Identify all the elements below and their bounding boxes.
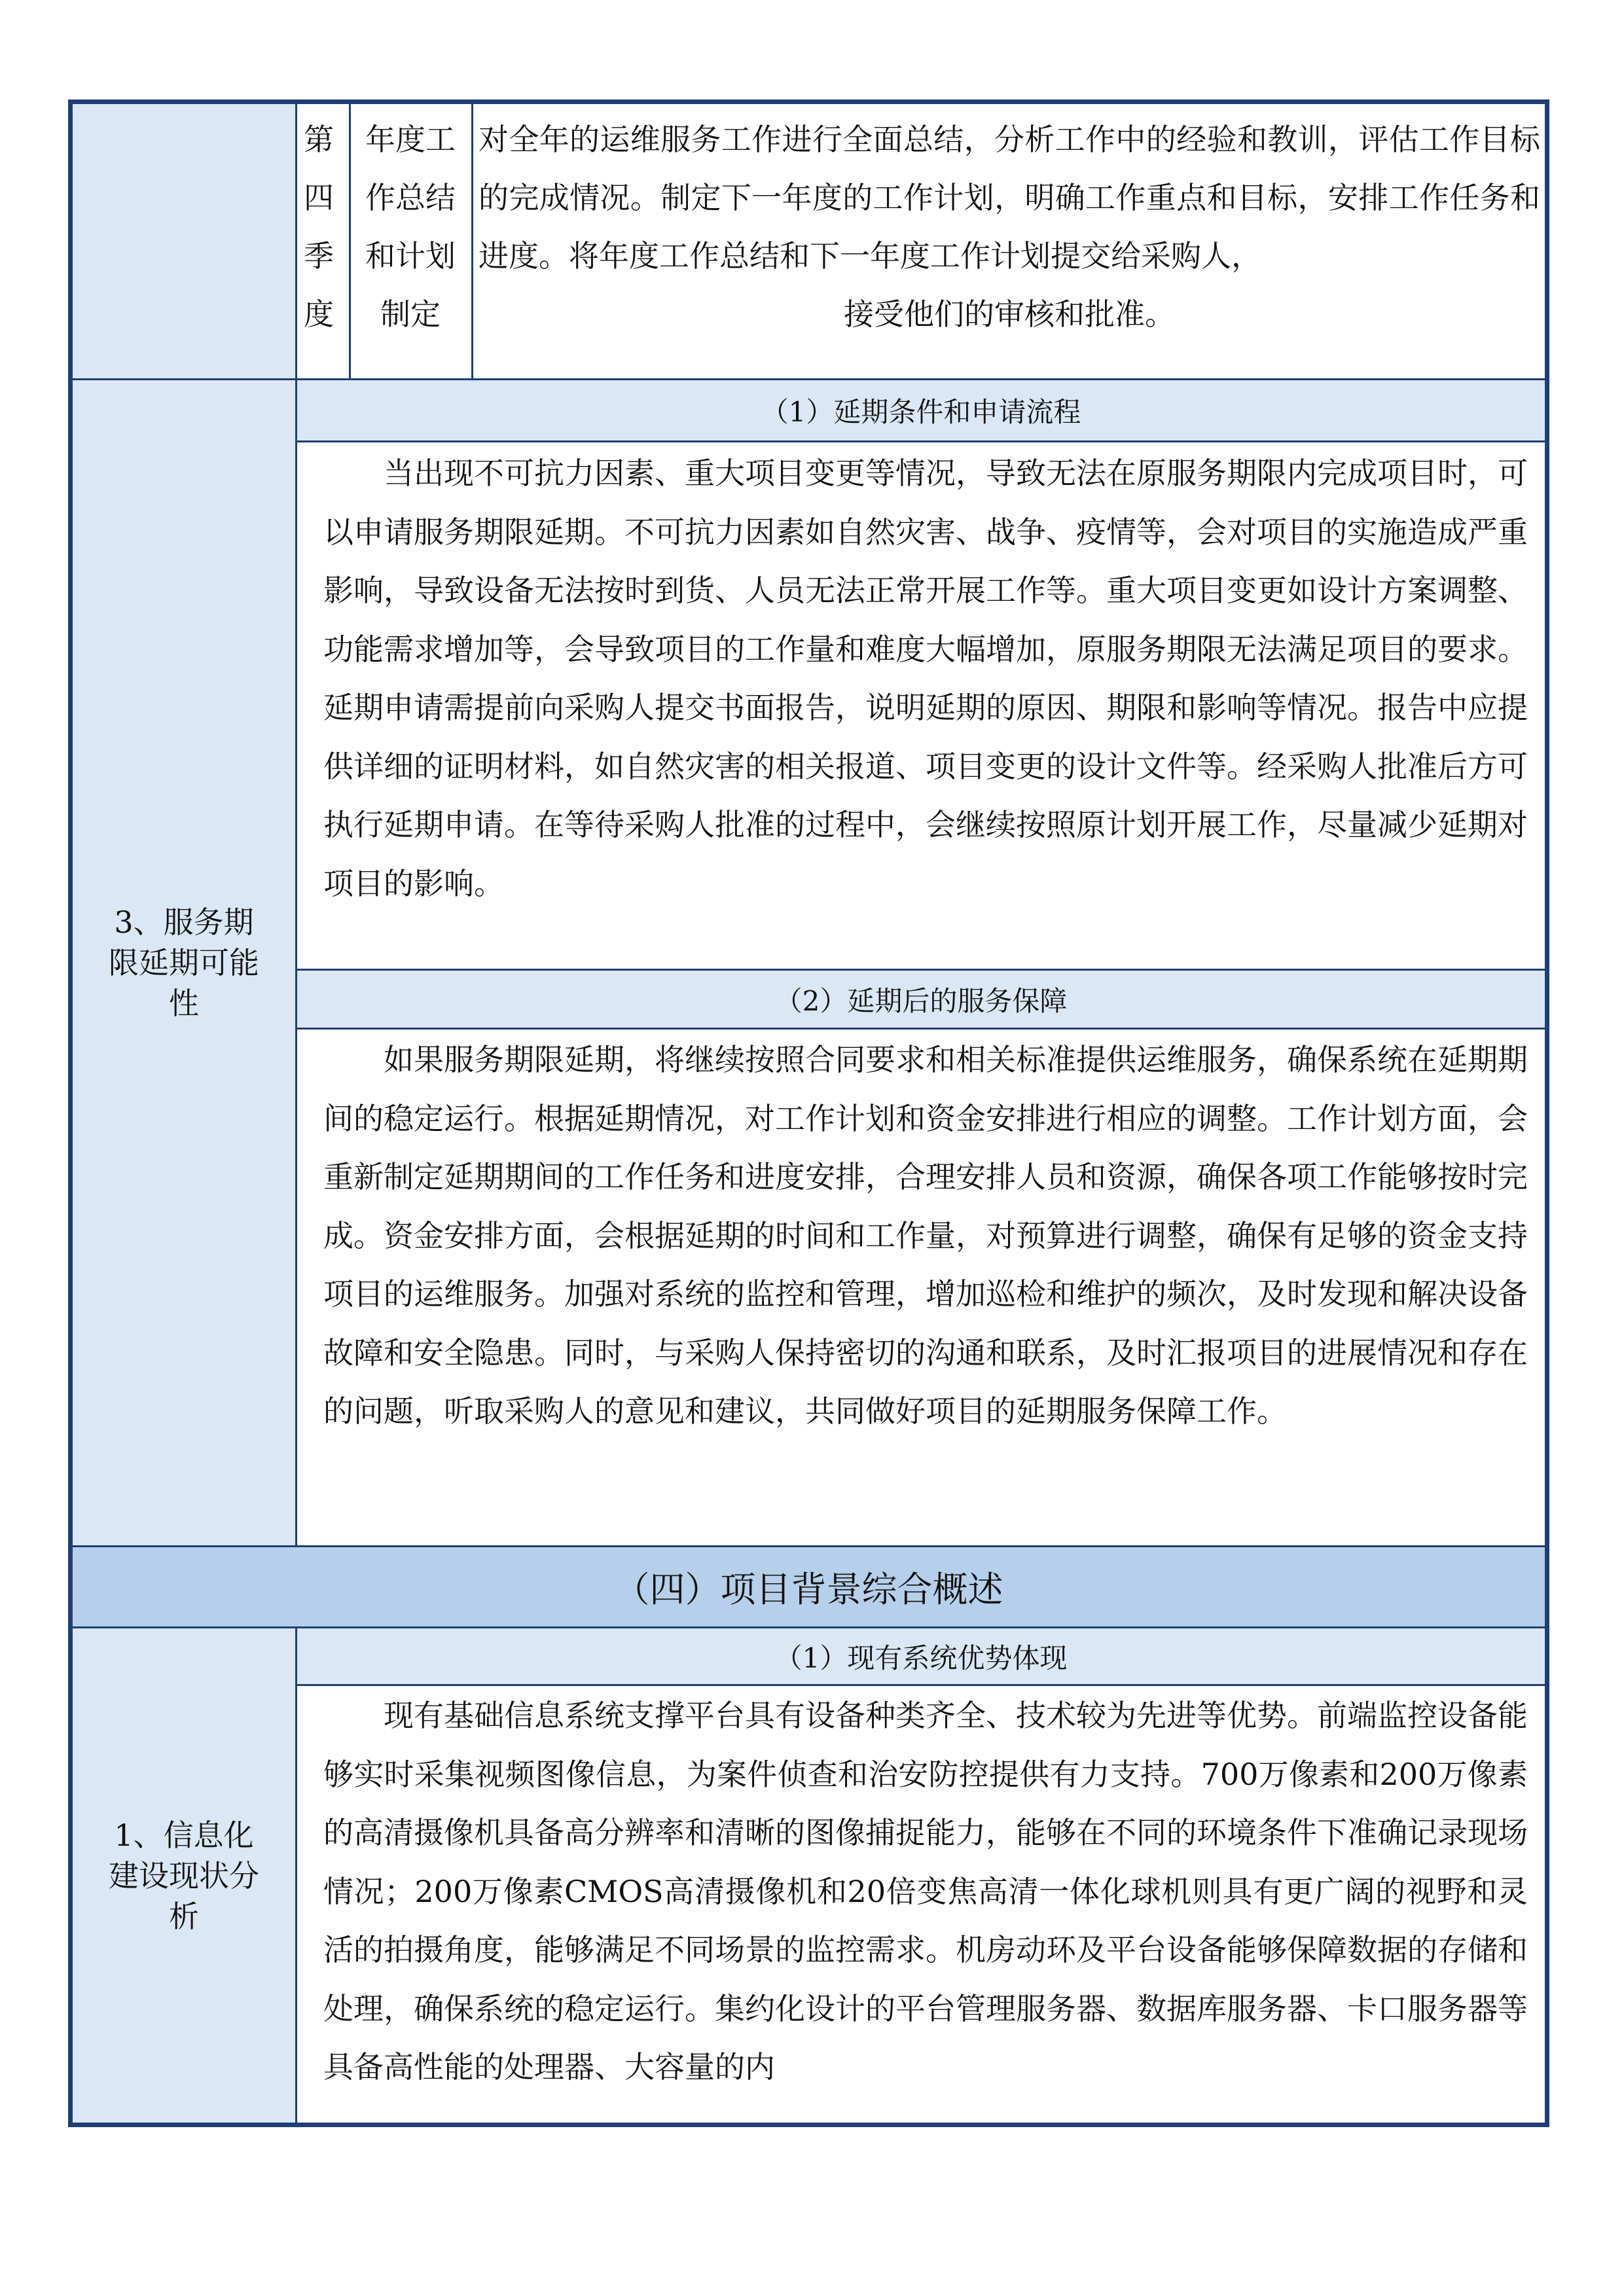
label-info-status: 1、信息化建设现状分析 <box>109 1817 259 1934</box>
row-divider-7 <box>295 1684 1545 1686</box>
subheading-system-advantages: （1）现有系统优势体现 <box>297 1628 1545 1684</box>
section-heading <box>73 1547 1545 1626</box>
left-cell-top <box>73 104 295 378</box>
row-divider-6 <box>73 1626 1545 1628</box>
paragraph-system-advantages: 现有基础信息系统支撑平台具有设备种类齐全、技术较为先进等优势。前端监控设备能够实时采集视频图像信息，为案件侦查和治安防控提供有力支持。700万像素和200万像素的高清摄像机具备高分辨率和清晰的图像捕捉能力，能够在不同的环境条件下准确记录现场情况；200万像素CMOS高清摄像机和20倍变焦高清一体化球机则具有更广阔的视野和灵活的拍摄角度，能够满足不同场景的监控需求。机房动环及平台设备能够保障数据的存储和处理，确保系统的稳定运行。集约化设计的平台管理服务器、数据库服务器、卡口服务器等具备高性能的处理器、大容量的内 <box>323 1698 1528 2085</box>
description-text: 对全年的运维服务工作进行全面总结，分析工作中的经验和教训，评估工作目标的完成情况。制定下一年度的工作计划，明确工作重点和目标，安排工作任务和进度。将年度工作总结和下一年度工作计划提交给采购人， <box>478 122 1540 274</box>
cell-task <box>354 111 467 372</box>
row-divider-1 <box>73 378 1545 380</box>
description-last-line: 接受他们的审核和批准。 <box>844 296 1175 332</box>
row-divider-3 <box>295 969 1545 971</box>
paragraph-extension-guarantee: 如果服务期限延期，将继续按照合同要求和相关标准提供运维服务，确保系统在延期期间的稳定运行。根据延期情况，对工作计划和资金安排进行相应的调整。工作计划方面，会重新制定延期期间的工作任务和进度安排，合理安排人员和资源，确保各项工作能够按时完成。资金安排方面，会根据延期的时间和工作量，对预算进行调整，确保有足够的资金支持项目的运维服务。加强对系统的监控和管理，增加巡检和维护的频次，及时发现和解决设备故障和安全隐患。同时，与采购人保持密切的沟通和联系，及时汇报项目的进展情况和存在的问题，听取采购人的意见和建议，共同做好项目的延期服务保障工作。 <box>323 1042 1528 1429</box>
row-divider-5 <box>73 1545 1545 1547</box>
document-table-frame <box>68 99 1549 2127</box>
col-divider-left-bottom <box>295 1626 297 2124</box>
left-cell-service-extension <box>73 380 295 1545</box>
col-divider-period <box>349 104 351 378</box>
col-divider-left <box>295 104 297 1547</box>
task-text: 年度工作总结和计划制定 <box>365 122 456 332</box>
section-title: （四）项目背景综合概述 <box>614 1569 1003 1610</box>
row-divider-4 <box>295 1028 1545 1030</box>
cell-description <box>478 111 1540 372</box>
paragraph-extension-conditions: 当出现不可抗力因素、重大项目变更等情况，导致无法在原服务期限内完成项目时，可以申请服务期限延期。不可抗力因素如自然灾害、战争、疫情等，会对项目的实施造成严重影响，导致设备无法按时到货、人员无法正常开展工作等。重大项目变更如设计方案调整、功能需求增加等，会导致项目的工作量和难度大幅增加，原服务期限无法满足项目的要求。延期申请需提前向采购人提交书面报告，说明延期的原因、期限和影响等情况。报告中应提供详细的证明材料，如自然灾害的相关报道、项目变更的设计文件等。经采购人批准后方可执行延期申请。在等待采购人批准的过程中，会继续按照原计划开展工作，尽量减少延期对项目的影响。 <box>323 456 1528 901</box>
row-divider-2 <box>295 440 1545 442</box>
period-text: 第四季度 <box>304 122 334 332</box>
subheading-extension-conditions: （1）延期条件和申请流程 <box>297 380 1545 440</box>
col-divider-task <box>471 104 473 378</box>
subheading-extension-guarantee: （2）延期后的服务保障 <box>297 971 1545 1028</box>
left-cell-info-status <box>73 1628 295 2123</box>
cell-period <box>304 111 333 372</box>
label-service-extension: 3、服务期限延期可能性 <box>109 905 259 1021</box>
